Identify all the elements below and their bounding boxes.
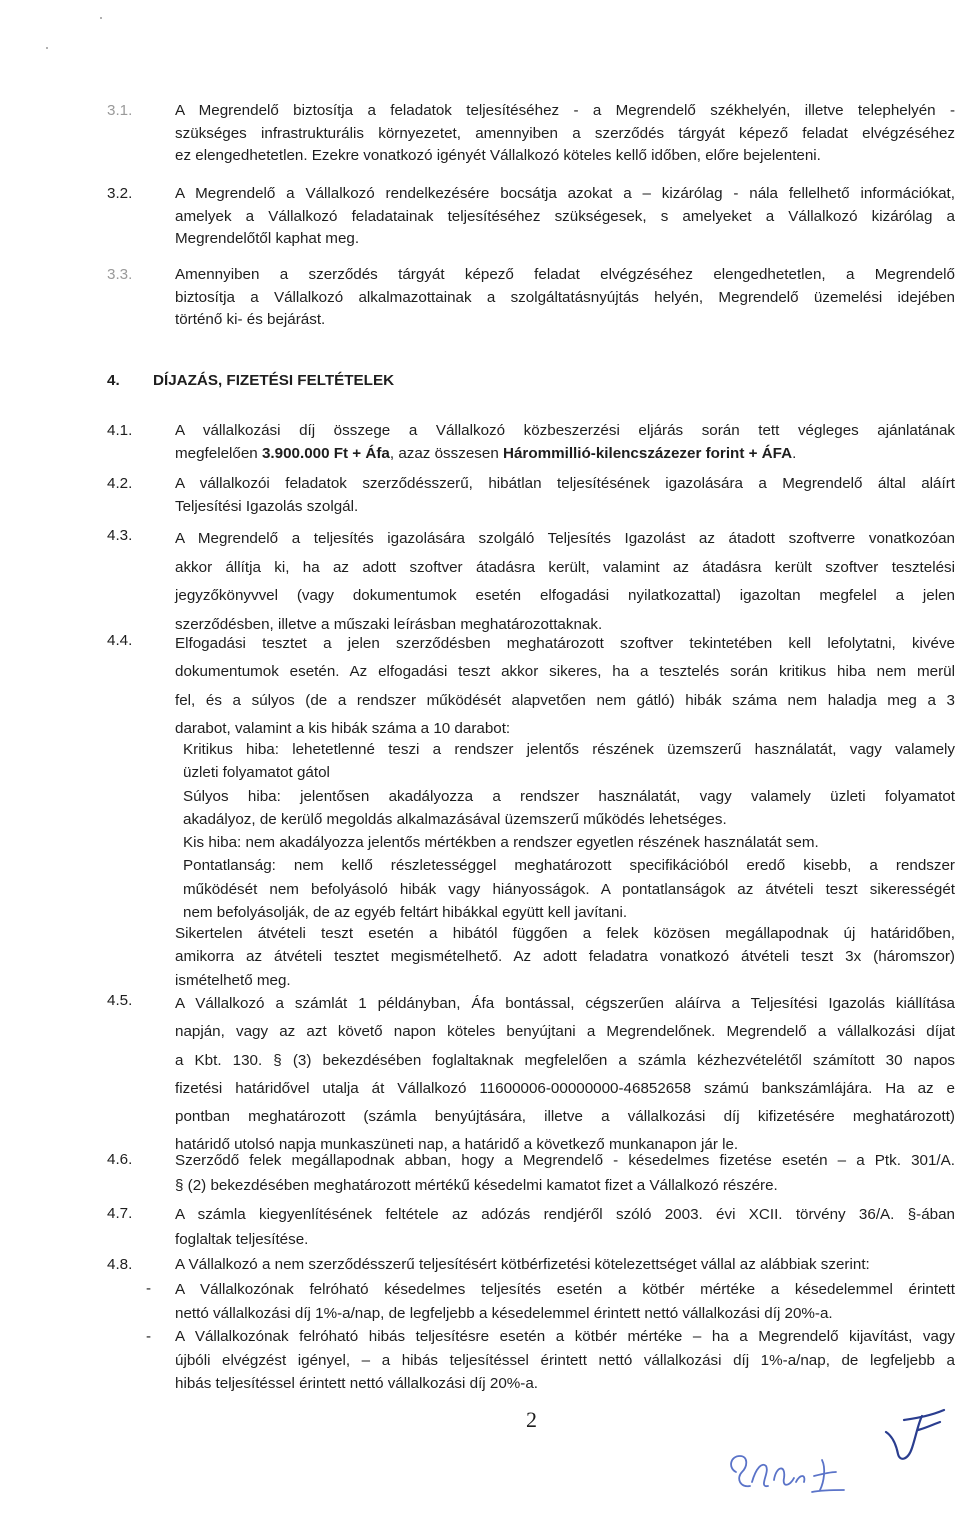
error-categories [183,738,955,924]
text-line: foglaltak teljesítése. [175,1230,309,1248]
text-line: határidő utolsó napja munkaszüneti nap, a határidő a következő munkanapon jár le. [175,1136,739,1154]
text-line: jegyzőkönyvvel (vagy dokumentumok esetén elfogadási nyilatkozattal) igazoltan megfelel a jelen [175,587,955,604]
text-line: Pontatlanság: nem kellő részletességgel meghatározott specifikációból eredő kisebb, a rendszer [183,857,955,875]
text-line: A Vállalkozó a számlát 1 példányban, Áfa bontással, cégszerűen aláírva a Teljesítési Igazolás kiállítása [175,995,955,1012]
text-line: akkor állítja ki, ha az adott szoftver átadásra került, valamint az átadásra került szoftver tesztelési [175,558,955,576]
text-line: nem befolyásolják, de az egyéb feltárt hibákkal együtt kell javítani. [183,904,628,922]
text-line: A Megrendelő biztosítja a feladatok teljesítéséhez - a Megrendelő székhelyén, illetve telephelyén - [175,102,955,119]
clause-text [175,420,955,465]
clause-text [175,473,955,518]
clause-text [175,183,955,251]
text-run: . [792,444,797,462]
penalty-bullet-2 [175,1325,955,1396]
text-line: történő ki- és bejárást. [175,311,326,328]
text-line: nettó vállalkozási díj 1%-a/nap, de legfeljebb a késedelemmel érintett nettó vállalkozási díj 20%-a. [175,1304,833,1322]
text-line: pontban meghatározott (számla benyújtására, illetve a vállalkozási díj kifizetésére meghatározott) [175,1108,955,1126]
text-line: Megrendelőtől kaphat meg. [175,230,360,247]
clause-text [175,1149,955,1198]
text-line: Elfogadási tesztet a jelen szerződésben meghatározott szoftver tekintetében kell lefolytatni, kivéve [175,635,955,652]
text-line: A Vállalkozónak felróható késedelmes teljesítés esetén a kötbér mértéke a késedelemmel érintett [175,1281,955,1298]
text-line: fel, és a súlyos (de a rendszer működését alapvetően nem gátló) hibák száma nem haladja meg a 3 [175,691,955,709]
section-number: 4. [107,372,120,389]
clause-number: 3.3. [107,266,133,283]
price-in-words: Hárommillió-kilencszázezer forint + ÁFA [503,444,793,462]
text-line: újbóli elvégzést igényel, – a hibás teljesítéssel érintett nettó vállalkozási díj 1%-a/nap, de legfeljebb a [175,1351,955,1369]
bullet-marker: - [146,1328,152,1345]
text-line: szerződésben, illetve a műszaki leírásban meghatározottaknak. [175,615,603,633]
penalty-bullet-1 [175,1278,955,1325]
text-line: napján, vagy az azt követő napon köteles benyújtani a Megrendelőnek. Megrendelő a vállalkozási díjat [175,1023,955,1041]
bullet-marker: - [146,1280,152,1297]
text-line: A Vállalkozó a nem szerződésszerű teljesítésért kötbérfizetési kötelezettséget vállal az alábbiak szerint: [175,1256,870,1273]
handwritten-initials-signature [878,1402,950,1472]
text-line: Kis hiba: nem akadályozza jelentős mértékben a rendszer egyetlen részének használatát sem. [183,834,819,852]
clause-number: 4.8. [107,1256,133,1273]
text-line: A számla kiegyenlítésének feltétele az adózás rendjéről szóló 2003. évi XCII. törvény 36/A. §-ában [175,1206,955,1223]
clause-number: 4.6. [107,1151,133,1168]
text-line: szükséges infrastrukturális környezetet, amennyiben a szerződés tárgyát képező feladat elvégzéséhez [175,124,955,142]
text-line: Teljesítési Igazolás szolgál. [175,497,359,515]
clause-number: 4.5. [107,992,133,1009]
scan-speck [46,47,48,49]
text-line: hibás teljesítéssel érintett nettó vállalkozási díj 20%-a. [175,1375,539,1392]
clause-number: 4.3. [107,527,133,544]
clause-text [175,630,955,743]
section-heading [107,372,394,389]
text-line: Kritikus hiba: lehetetlenné teszi a rendszer jelentős részének üzemszerű használatát, vagy valamely [183,741,955,758]
text-line: Súlyos hiba: jelentősen akadályozza a rendszer használatát, vagy valamely üzleti folyamatot [183,787,955,805]
section-title: DÍJAZÁS, FIZETÉSI FELTÉTELEK [153,372,395,389]
clause-text [175,990,955,1160]
text-line: ismételhető meg. [175,971,291,989]
clause-number: 4.2. [107,475,133,492]
text-line: § (2) bekezdésében meghatározott mértékű késedelmi kamatot fizet a Vállalkozó részére. [175,1176,778,1194]
text-line: fizetési határidővel utalja át Vállalkozó 11600006-00000000-46852658 számú bankszámlájára. Ha az e [175,1079,955,1097]
text-line: működését nem befolyásoló hibák vagy hiányosságok. A pontatlanságok az átvételi teszt sikerességét [183,880,955,898]
handwritten-signature [726,1442,856,1500]
text-line: amelyek a Vállalkozó feladatainak teljesítéséhez szükségesek, s amelyeket a Vállalkozó kizárólag a [175,207,955,225]
clause-number: 3.2. [107,185,133,202]
text-run: megfelelően [175,444,262,462]
clause-number: 3.1. [107,102,133,119]
clause-text [175,1203,955,1252]
text-line: akadályoz, de kerülő megoldás alkalmazásával üzemszerű működés lehetséges. [183,810,727,828]
text-line: Szerződő felek megállapodnak abban, hogy a Megrendelő - késedelmes fizetése esetén – a Ptk. 301/A. [175,1152,955,1169]
text-line: A Vállalkozónak felróható hibás teljesítésre esetén a kötbér mértéke – ha a Megrendelő kijavítást, vagy [175,1328,955,1345]
text-line: A vállalkozói feladatok szerződésszerű, hibátlan teljesítésének igazolására a Megrendelő által aláírt [175,475,955,492]
text-line: biztosítja a Vállalkozó alkalmazottainak a szolgáltatásnyújtás helyén, Megrendelő üzemelési idejében [175,288,955,306]
clause-text [175,264,955,332]
text-line: darabot, valamint a kis hibák száma a 10 darabot: [175,719,511,737]
text-line: A Megrendelő a Vállalkozó rendelkezésére bocsátja azokat a – kizárólag - nála fellelhető információkat, [175,185,955,202]
text-line: dokumentumok esetén. Az elfogadási teszt akkor sikeres, ha a tesztelés során kritikus hiba nem merül [175,663,955,681]
page-number: 2 [526,1407,537,1432]
text-line: A vállalkozási díj összege a Vállalkozó közbeszerzési eljárás során tett végleges ajánlatának [175,422,955,439]
clause-number: 4.4. [107,632,133,649]
scan-speck [100,17,102,19]
clause-4-4-continuation [175,922,955,992]
price-amount: 3.900.000 Ft + Áfa [261,444,390,462]
clause-number: 4.1. [107,422,133,439]
text-line: a Kbt. 130. § (3) bekezdésében foglaltaknak megfelelően a számla kézhezvételétől számított 30 napos [175,1051,955,1069]
clause-text [175,100,955,168]
text-run: , azaz összesen [389,444,503,462]
text-line: A Megrendelő a teljesítés igazolására szolgáló Teljesítés Igazolást az átadott szoftverre vonatkozóan [175,530,955,547]
clause-text [175,1254,955,1277]
clause-text [175,525,955,639]
clause-number: 4.7. [107,1205,133,1222]
text-line: üzleti folyamatot gátol [183,764,330,782]
text-line: Sikertelen átvételi teszt esetén a hibától függően a felek közösen megállapodnak új határidőben, [175,925,955,942]
text-line [175,443,955,466]
text-line: ez elengedhetetlen. Ezekre vonatkozó igényét Vállalkozó köteles kellő időben, előre bejelenteni. [175,147,821,164]
text-line: Amennyiben a szerződés tárgyát képező feladat elvégzéséhez elengedhetetlen, a Megrendelő [175,266,955,283]
text-line: amikorra az átvételi tesztet megismételhető. Az adott feladatra vonatkozó átvételi teszt 3x (háromszor) [175,948,955,966]
